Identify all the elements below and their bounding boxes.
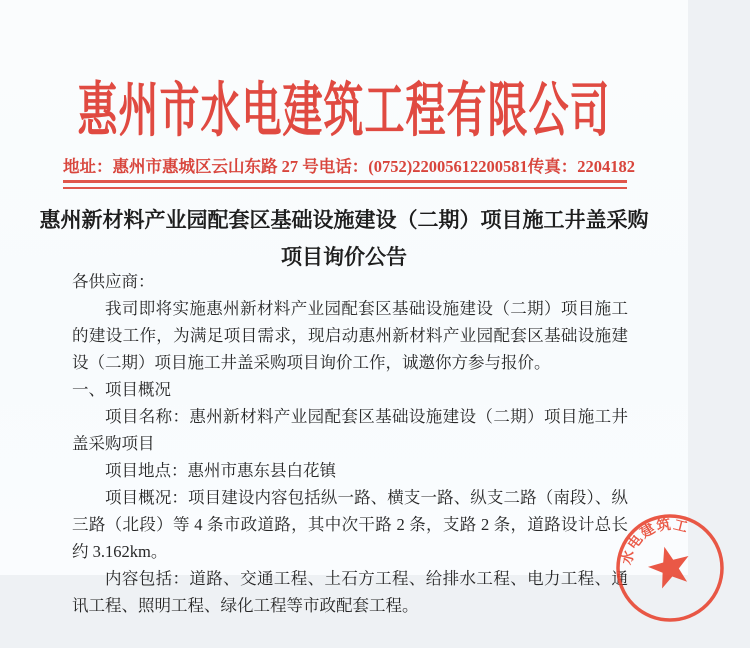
seal-char: 水 <box>619 549 638 567</box>
project-overview-line: 项目概况：项目建设内容包括纵一路、横支一路、纵支二路（南段）、纵三路（北段）等 4 条市政道路，其中次干路 2 条，支路 2 条，道路设计总长约 3.162km。 <box>72 488 628 561</box>
star-icon <box>648 547 689 589</box>
project-content-line: 内容包括：道路、交通工程、土石方工程、给排水工程、电力工程、通讯工程、照明工程、绿化工程等市政配套工程。 <box>72 569 628 615</box>
seal-char: 建 <box>638 521 659 542</box>
document-body <box>72 268 628 619</box>
document-title-line1: 惠州新材料产业园配套区基础设施建设（二期）项目施工井盖采购 <box>39 208 649 232</box>
salutation: 各供应商： <box>72 272 155 291</box>
company-seal <box>590 488 750 648</box>
document-title-line2: 项目询价公告 <box>281 245 407 269</box>
contact-line <box>63 153 635 177</box>
company-phone: 电话：(0752)2200561 <box>318 157 470 176</box>
company-address: 地址：惠州市惠城区云山东路 27 号 <box>63 157 319 176</box>
seal-char: 工 <box>671 518 689 536</box>
company-fax: 传真：2204182 <box>527 157 635 176</box>
intro-paragraph: 我司即将实施惠州新材料产业园配套区基础设施建设（二期）项目施工的建设工作，为满足项目需求，现启动惠州新材料产业园配套区基础设施建设（二期）项目施工井盖采购项目询价工作，诚邀你方参与报价。 <box>72 299 628 372</box>
seal-char: 电 <box>625 532 647 553</box>
document-title <box>36 202 652 276</box>
seal-char: 筑 <box>655 517 672 535</box>
letterhead-rule-thick <box>63 180 627 183</box>
company-name: 惠州市水电建筑工程有限公司 <box>77 77 611 144</box>
project-location-line: 项目地点：惠州市惠东县白花镇 <box>105 461 336 480</box>
section1-heading: 一、项目概况 <box>72 380 171 399</box>
project-name-line: 项目名称：惠州新材料产业园配套区基础设施建设（二期）项目施工井盖采购项目 <box>72 407 628 453</box>
company-phone-alt: 2200581 <box>470 157 528 176</box>
letterhead-rule-thin <box>63 187 627 189</box>
